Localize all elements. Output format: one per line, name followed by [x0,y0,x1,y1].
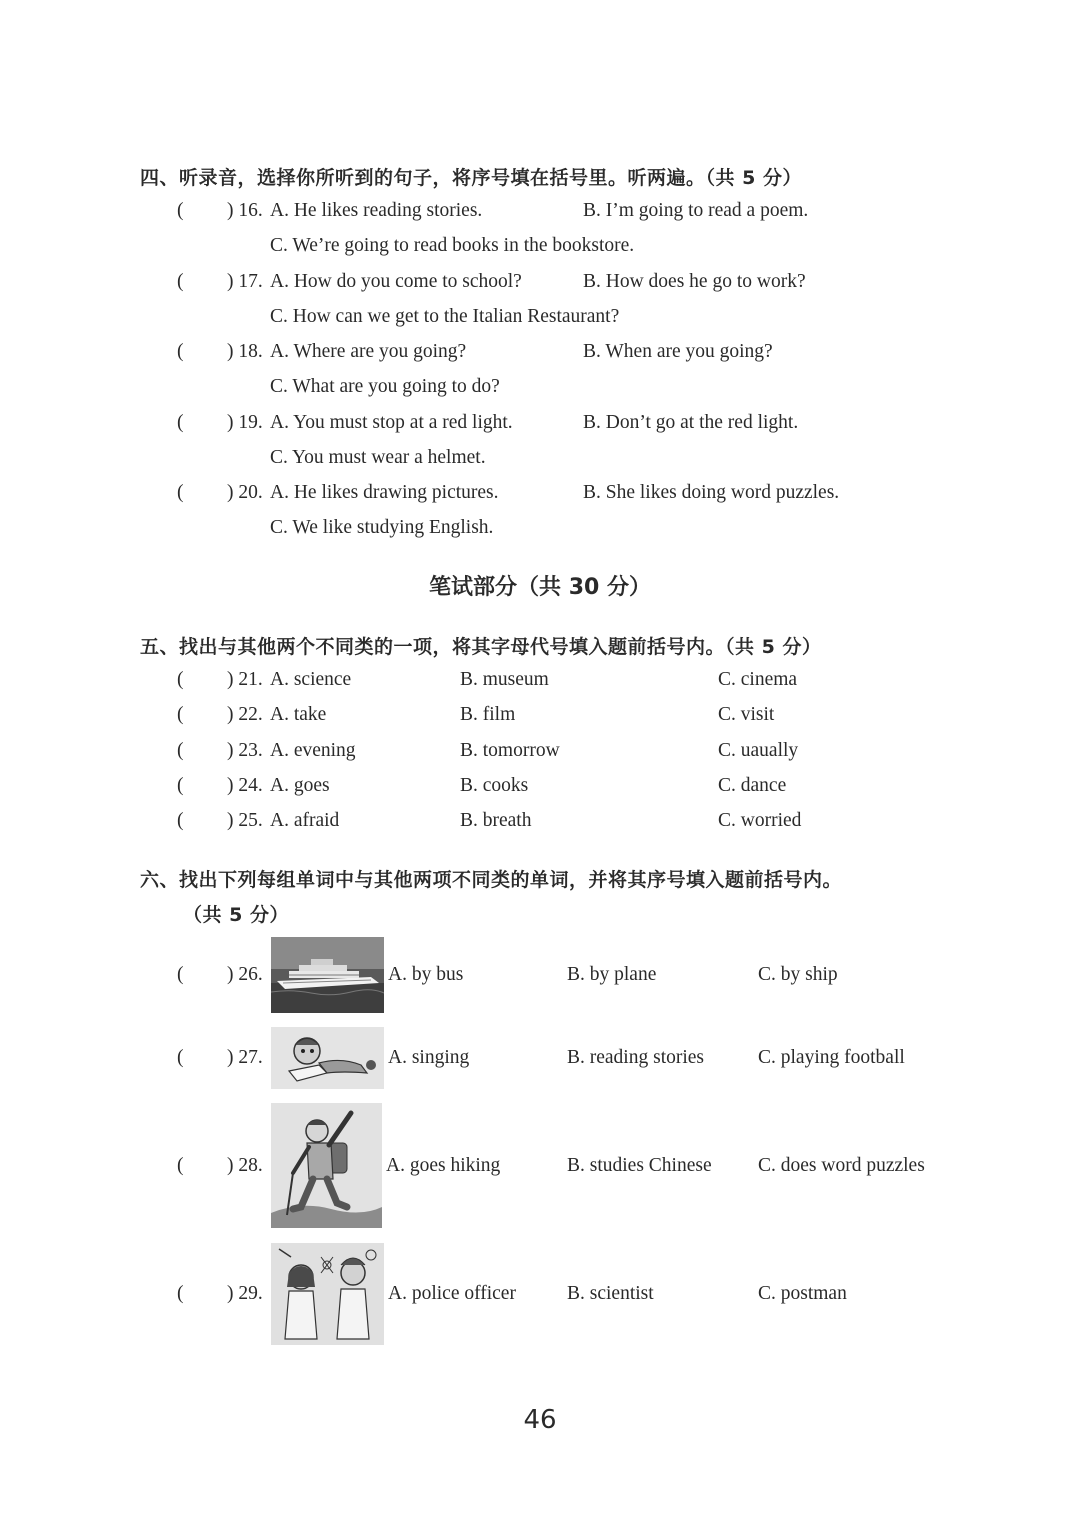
answer-paren: ( [177,1155,184,1176]
question-number: ) 26. [227,964,263,985]
option-a: A. afraid [270,810,340,831]
question-number: ) 18. [227,341,263,362]
option-b: B. breath [460,810,532,831]
option-a: A. take [270,704,327,725]
answer-paren: ( [177,704,184,725]
question-number: ) 28. [227,1155,263,1176]
question-number: ) 22. [227,704,263,725]
section-6-title: 六、找出下列每组单词中与其他两项不同类的单词，并将其序号填入题前括号内。 [140,869,843,891]
answer-paren: ( [177,412,184,433]
question-number: ) 19. [227,412,263,433]
question-number: ) 17. [227,271,263,292]
question-number: ) 20. [227,482,263,503]
cruise-ship-image [271,937,384,1013]
hiker-image [271,1103,382,1228]
answer-paren: ( [177,1283,184,1304]
option-a: A. You must stop at a red light. [270,412,513,433]
option-c: C. uaually [718,740,799,761]
option-a: A. science [270,669,352,690]
option-c: C. playing football [758,1047,905,1068]
question-number: ) 21. [227,669,263,690]
option-b: B. by plane [567,964,657,985]
option-b: B. scientist [567,1283,654,1304]
answer-paren: ( [177,810,184,831]
question-number: ) 16. [227,200,263,221]
option-c: C. postman [758,1283,847,1304]
question-number: ) 27. [227,1047,263,1068]
option-a: A. police officer [388,1283,516,1304]
answer-paren: ( [177,1047,184,1068]
question-number: ) 24. [227,775,263,796]
option-b: B. When are you going? [583,341,773,362]
option-c: C. You must wear a helmet. [270,447,486,468]
option-b: B. cooks [460,775,529,796]
option-c: C. dance [718,775,787,796]
option-a: A. by bus [388,964,464,985]
option-c: C. does word puzzles [758,1155,925,1176]
option-b: B. tomorrow [460,740,560,761]
option-b: B. Don’t go at the red light. [583,412,799,433]
answer-paren: ( [177,669,184,690]
page-number: 46 [523,1405,557,1435]
question-number: ) 23. [227,740,263,761]
question-number: ) 29. [227,1283,263,1304]
section-5-title: 五、找出与其他两个不同类的一项，将其字母代号填入题前括号内。（共 5 分） [140,636,822,658]
answer-paren: ( [177,200,184,221]
option-c: C. visit [718,704,775,725]
option-a: A. goes hiking [386,1155,501,1176]
answer-paren: ( [177,740,184,761]
answer-paren: ( [177,775,184,796]
option-a: A. He likes drawing pictures. [270,482,499,503]
answer-paren: ( [177,482,184,503]
answer-paren: ( [177,964,184,985]
option-a: A. He likes reading stories. [270,200,483,221]
option-a: A. evening [270,740,356,761]
option-c: C. We like studying English. [270,517,494,538]
option-c: C. by ship [758,964,838,985]
section-6-title-points: （共 5 分） [183,904,289,926]
option-a: A. goes [270,775,330,796]
option-a: A. Where are you going? [270,341,467,362]
option-b: B. film [460,704,516,725]
option-a: A. singing [388,1047,470,1068]
answer-paren: ( [177,341,184,362]
section-4-title: 四、听录音，选择你所听到的句子，将序号填在括号里。听两遍。（共 5 分） [140,167,802,189]
option-b: B. How does he go to work? [583,271,806,292]
option-b: B. studies Chinese [567,1155,712,1176]
option-c: C. What are you going to do? [270,376,500,397]
option-b: B. I’m going to read a poem. [583,200,809,221]
scientists-image [271,1243,384,1345]
option-c: C. cinema [718,669,798,690]
option-a: A. How do you come to school? [270,271,522,292]
option-b: B. museum [460,669,549,690]
option-c: C. We’re going to read books in the bookstore. [270,235,635,256]
written-part-title: 笔试部分（共 30 分） [429,575,651,600]
option-b: B. reading stories [567,1047,705,1068]
option-b: B. She likes doing word puzzles. [583,482,840,503]
option-c: C. How can we get to the Italian Restaurant? [270,306,620,327]
question-number: ) 25. [227,810,263,831]
option-c: C. worried [718,810,802,831]
boy-reading-image [271,1027,384,1089]
answer-paren: ( [177,271,184,292]
